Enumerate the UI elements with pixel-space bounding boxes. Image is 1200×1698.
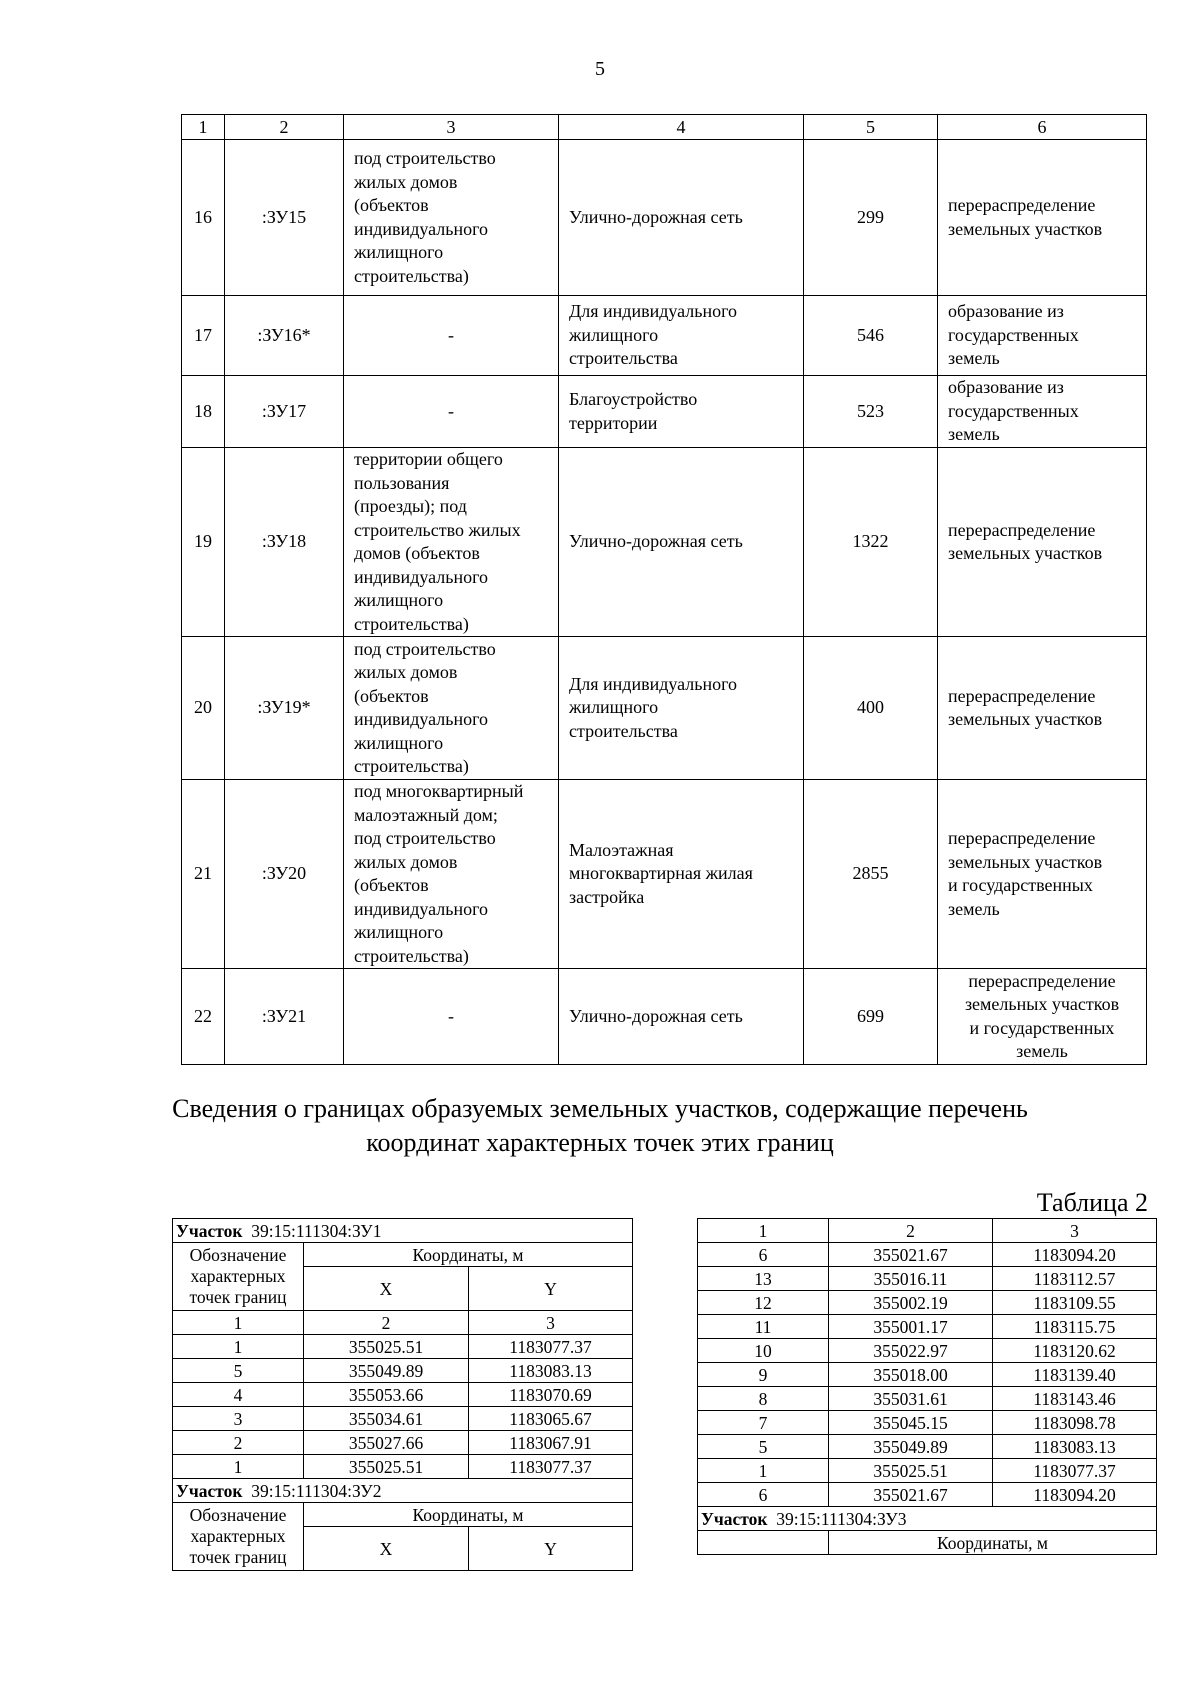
purpose-cell-line: Для индивидуального — [569, 673, 738, 694]
x-value: 355049.89 — [304, 1359, 469, 1383]
formation-method-cell — [938, 140, 1147, 296]
y-value: 1183077.37 — [993, 1459, 1157, 1483]
point-number: 8 — [698, 1387, 829, 1411]
parcel-row — [173, 1479, 633, 1503]
row-number-cell: 20 — [182, 637, 225, 780]
coords-header: Координаты, м — [829, 1531, 1157, 1555]
row-number-cell: 18 — [182, 376, 225, 448]
point-number: 1 — [698, 1459, 829, 1483]
permitted-use-cell-line: жилых домов — [354, 662, 458, 682]
x-value: 355045.15 — [829, 1411, 993, 1435]
permitted-use-cell-line: жилых домов — [354, 851, 458, 872]
formation-method-cell-line: перераспределение — [948, 519, 1096, 540]
purpose-cell — [559, 448, 804, 637]
permitted-use-cell-line: строительства) — [354, 613, 469, 634]
coordinate-row — [698, 1435, 1157, 1459]
permitted-use-cell — [344, 296, 559, 376]
col-number-row — [698, 1219, 1157, 1243]
permitted-use-cell-line: - — [448, 324, 454, 345]
point-header-cell — [173, 1503, 304, 1571]
formation-method-cell-line: земельных участков — [964, 994, 1120, 1014]
table-caption: Таблица 2 — [1036, 1188, 1148, 1217]
formation-method-cell-line: земель — [1016, 1041, 1068, 1061]
point-header-cell — [173, 1243, 304, 1311]
formation-method-cell — [938, 637, 1147, 780]
point-header-line: точек границ — [189, 1287, 287, 1307]
permitted-use-cell-line: (объектов — [354, 195, 429, 215]
parcel-row — [698, 1507, 1157, 1531]
permitted-use-cell — [344, 140, 559, 296]
purpose-cell-line: Благоустройство — [569, 389, 698, 409]
permitted-use-cell-line: малоэтажный дом; — [354, 804, 498, 825]
table-row — [182, 637, 1147, 780]
parcel-code-cell: :ЗУ19* — [225, 637, 344, 780]
coordinate-row — [173, 1335, 633, 1359]
formation-method-cell-line: и государственных — [948, 875, 1093, 895]
permitted-use-cell-line: жилищного — [354, 732, 444, 753]
page-number: 5 — [595, 58, 605, 80]
y-value: 1183065.67 — [469, 1407, 633, 1431]
parcel-code-cell: :ЗУ21 — [225, 969, 344, 1065]
formation-method-cell-line: земель — [948, 348, 1000, 369]
point-header-line: Обозначение — [189, 1245, 287, 1265]
x-value: 355022.97 — [829, 1339, 993, 1363]
table-row — [182, 140, 1147, 296]
coordinate-row — [173, 1359, 633, 1383]
column-number: 2 — [225, 115, 344, 140]
permitted-use-cell-line: жилищного — [354, 590, 444, 610]
parcel-id: 39:15:111304:ЗУ3 — [776, 1508, 907, 1529]
column-number: 3 — [344, 115, 559, 140]
y-header: Y — [469, 1527, 633, 1571]
permitted-use-cell-line: (объектов — [354, 685, 429, 706]
formation-method-cell-line: земель — [948, 424, 1000, 445]
purpose-cell-line: территории — [569, 412, 658, 433]
point-number: 7 — [698, 1411, 829, 1435]
parcel-row — [173, 1219, 633, 1243]
coordinates-table-right — [697, 1218, 1157, 1555]
parcel-id: 39:15:111304:ЗУ2 — [251, 1480, 382, 1501]
column-number: 6 — [938, 115, 1147, 140]
parcel-cell — [173, 1219, 633, 1243]
area-cell: 1322 — [804, 448, 938, 637]
formation-method-cell — [938, 780, 1147, 969]
y-value: 1183067.91 — [469, 1431, 633, 1455]
coordinate-row — [698, 1243, 1157, 1267]
permitted-use-cell-line: жилых домов — [354, 171, 458, 192]
x-value: 355025.51 — [304, 1335, 469, 1359]
permitted-use-cell-line: (объектов — [354, 875, 429, 895]
formation-method-cell-line: и государственных — [969, 1017, 1115, 1038]
formation-method-cell — [938, 376, 1147, 448]
coords-header-row — [698, 1531, 1157, 1555]
y-value: 1183109.55 — [993, 1291, 1157, 1315]
formation-method-cell — [938, 448, 1147, 637]
section-title-line: координат характерных точек этих границ — [366, 1128, 834, 1157]
purpose-cell-line: жилищного — [569, 697, 659, 718]
parcels-table — [181, 114, 1147, 1065]
point-number: 1 — [173, 1455, 304, 1479]
parcel-cell — [698, 1507, 1157, 1531]
permitted-use-cell-line: строительства) — [354, 945, 469, 966]
purpose-cell — [559, 140, 804, 296]
row-number-cell: 21 — [182, 780, 225, 969]
table-row — [182, 376, 1147, 448]
formation-method-cell — [938, 969, 1147, 1065]
permitted-use-cell-line: под строительство — [354, 638, 496, 659]
section-title-line: Сведения о границах образуемых земельных участков, содержащие перечень — [172, 1094, 1028, 1123]
permitted-use-cell — [344, 780, 559, 969]
y-value: 1183083.13 — [469, 1359, 633, 1383]
coords-header-row — [173, 1243, 633, 1267]
formation-method-cell-line: образование из — [948, 377, 1064, 398]
x-value: 355025.51 — [304, 1455, 469, 1479]
y-value: 1183120.62 — [993, 1339, 1157, 1363]
point-header-cell — [698, 1531, 829, 1555]
x-value: 355021.67 — [829, 1483, 993, 1507]
permitted-use-cell-line: территории общего — [354, 449, 503, 469]
purpose-cell — [559, 637, 804, 780]
purpose-cell-line: Улично-дорожная сеть — [569, 206, 743, 227]
purpose-cell-line: Улично-дорожная сеть — [569, 1005, 743, 1026]
coordinate-row — [698, 1483, 1157, 1507]
permitted-use-cell-line: под строительство — [354, 828, 496, 848]
x-value: 355021.67 — [829, 1243, 993, 1267]
table-row — [182, 969, 1147, 1065]
parcel-code-cell: :ЗУ18 — [225, 448, 344, 637]
x-header: X — [304, 1527, 469, 1571]
coordinate-row — [698, 1291, 1157, 1315]
row-number-cell: 17 — [182, 296, 225, 376]
column-number: 1 — [698, 1219, 829, 1243]
column-number: 4 — [559, 115, 804, 140]
formation-method-cell-line: земельных участков — [948, 709, 1103, 729]
coordinate-row — [698, 1411, 1157, 1435]
formation-method-cell-line: перераспределение — [968, 970, 1116, 991]
coordinate-row — [698, 1339, 1157, 1363]
table-row — [182, 780, 1147, 969]
section-title — [150, 1092, 1050, 1160]
point-header-line: характерных — [190, 1266, 286, 1286]
column-number: 3 — [469, 1311, 633, 1335]
column-number: 1 — [182, 115, 225, 140]
x-value: 355002.19 — [829, 1291, 993, 1315]
column-number: 5 — [804, 115, 938, 140]
area-cell: 523 — [804, 376, 938, 448]
coordinate-row — [173, 1383, 633, 1407]
formation-method-cell-line: государственных — [948, 324, 1079, 345]
permitted-use-cell-line: под многоквартирный — [354, 781, 524, 801]
purpose-cell — [559, 376, 804, 448]
table-row — [182, 296, 1147, 376]
coords-header: Координаты, м — [304, 1243, 633, 1267]
purpose-cell — [559, 969, 804, 1065]
coordinate-row — [698, 1267, 1157, 1291]
column-number: 3 — [993, 1219, 1157, 1243]
parcel-label: Участок — [176, 1220, 243, 1241]
coords-header: Координаты, м — [304, 1503, 633, 1527]
area-cell: 400 — [804, 637, 938, 780]
formation-method-cell-line: земель — [948, 898, 1000, 919]
parcel-code-cell: :ЗУ15 — [225, 140, 344, 296]
parcel-code-cell: :ЗУ16* — [225, 296, 344, 376]
permitted-use-cell-line: пользования — [354, 472, 450, 493]
permitted-use-cell-line: строительство жилых — [354, 519, 521, 540]
purpose-cell-line: Улично-дорожная сеть — [569, 531, 743, 552]
point-number: 5 — [173, 1359, 304, 1383]
x-value: 355027.66 — [304, 1431, 469, 1455]
permitted-use-cell-line: - — [448, 400, 454, 421]
y-value: 1183143.46 — [993, 1387, 1157, 1411]
permitted-use-cell — [344, 448, 559, 637]
point-number: 13 — [698, 1267, 829, 1291]
permitted-use-cell-line: жилищного — [354, 242, 444, 262]
permitted-use-cell-line: (проезды); под — [354, 496, 467, 516]
y-value: 1183083.13 — [993, 1435, 1157, 1459]
point-number: 6 — [698, 1483, 829, 1507]
y-value: 1183098.78 — [993, 1411, 1157, 1435]
coordinate-row — [173, 1455, 633, 1479]
formation-method-cell-line: земельных участков — [948, 851, 1103, 872]
row-number-cell: 22 — [182, 969, 225, 1065]
point-header-line: точек границ — [189, 1547, 287, 1567]
y-value: 1183077.37 — [469, 1455, 633, 1479]
coordinate-row — [173, 1407, 633, 1431]
coords-header-row — [173, 1503, 633, 1527]
x-value: 355016.11 — [829, 1267, 993, 1291]
purpose-cell-line: строительства — [569, 720, 678, 741]
point-header-line: характерных — [190, 1526, 286, 1546]
y-value: 1183094.20 — [993, 1243, 1157, 1267]
column-number: 2 — [304, 1311, 469, 1335]
area-cell: 2855 — [804, 780, 938, 969]
point-number: 2 — [173, 1431, 304, 1455]
formation-method-cell-line: перераспределение — [948, 685, 1096, 706]
row-number-cell: 16 — [182, 140, 225, 296]
purpose-cell-line: Малоэтажная — [569, 839, 674, 860]
coordinate-row — [698, 1363, 1157, 1387]
permitted-use-cell-line: индивидуального — [354, 566, 489, 587]
x-value: 355031.61 — [829, 1387, 993, 1411]
parcel-label: Участок — [701, 1508, 768, 1529]
y-value: 1183112.57 — [993, 1267, 1157, 1291]
x-value: 355025.51 — [829, 1459, 993, 1483]
x-value: 355018.00 — [829, 1363, 993, 1387]
point-number: 6 — [698, 1243, 829, 1267]
permitted-use-cell — [344, 637, 559, 780]
x-value: 355034.61 — [304, 1407, 469, 1431]
coordinate-row — [698, 1459, 1157, 1483]
purpose-cell-line: Для индивидуального — [569, 301, 738, 322]
purpose-cell-line: многоквартирная жилая — [569, 863, 753, 884]
y-value: 1183070.69 — [469, 1383, 633, 1407]
permitted-use-cell-line: индивидуального — [354, 898, 489, 919]
formation-method-cell-line: государственных — [948, 400, 1079, 421]
row-number-cell: 19 — [182, 448, 225, 637]
point-number: 12 — [698, 1291, 829, 1315]
col-number-row — [173, 1311, 633, 1335]
y-value: 1183077.37 — [469, 1335, 633, 1359]
x-value: 355053.66 — [304, 1383, 469, 1407]
purpose-cell-line: застройка — [569, 886, 645, 907]
coordinates-table-left — [172, 1218, 633, 1571]
formation-method-cell — [938, 296, 1147, 376]
formation-method-cell-line: перераспределение — [948, 195, 1096, 215]
x-value: 355049.89 — [829, 1435, 993, 1459]
formation-method-cell-line: образование из — [948, 301, 1064, 322]
point-number: 9 — [698, 1363, 829, 1387]
coordinate-row — [698, 1387, 1157, 1411]
parcel-cell — [173, 1479, 633, 1503]
point-number: 10 — [698, 1339, 829, 1363]
coordinate-row — [173, 1431, 633, 1455]
parcel-code-cell: :ЗУ17 — [225, 376, 344, 448]
area-cell: 699 — [804, 969, 938, 1065]
formation-method-cell-line: перераспределение — [948, 828, 1096, 848]
area-cell: 299 — [804, 140, 938, 296]
column-number: 2 — [829, 1219, 993, 1243]
purpose-cell-line: жилищного — [569, 324, 659, 345]
coordinate-row — [698, 1315, 1157, 1339]
y-value: 1183094.20 — [993, 1483, 1157, 1507]
permitted-use-cell — [344, 376, 559, 448]
permitted-use-cell — [344, 969, 559, 1065]
parcel-code-cell: :ЗУ20 — [225, 780, 344, 969]
point-header-line: Обозначение — [189, 1505, 287, 1525]
permitted-use-cell-line: строительства) — [354, 265, 469, 286]
purpose-cell — [559, 296, 804, 376]
point-number: 5 — [698, 1435, 829, 1459]
permitted-use-cell-line: индивидуального — [354, 709, 489, 729]
point-number: 3 — [173, 1407, 304, 1431]
table-row — [182, 448, 1147, 637]
x-header: X — [304, 1267, 469, 1311]
y-value: 1183115.75 — [993, 1315, 1157, 1339]
permitted-use-cell-line: домов (объектов — [354, 543, 480, 563]
table-header-row — [182, 115, 1147, 140]
parcel-label: Участок — [176, 1480, 243, 1501]
parcel-id: 39:15:111304:ЗУ1 — [251, 1220, 382, 1241]
column-number: 1 — [173, 1311, 304, 1335]
permitted-use-cell-line: - — [448, 1005, 454, 1026]
permitted-use-cell-line: жилищного — [354, 922, 444, 942]
purpose-cell-line: строительства — [569, 348, 678, 369]
point-number: 11 — [698, 1315, 829, 1339]
formation-method-cell-line: земельных участков — [948, 543, 1103, 563]
point-number: 1 — [173, 1335, 304, 1359]
y-value: 1183139.40 — [993, 1363, 1157, 1387]
y-header: Y — [469, 1267, 633, 1311]
purpose-cell — [559, 780, 804, 969]
permitted-use-cell-line: индивидуального — [354, 218, 489, 239]
permitted-use-cell-line: под строительство — [354, 148, 496, 168]
area-cell: 546 — [804, 296, 938, 376]
x-value: 355001.17 — [829, 1315, 993, 1339]
permitted-use-cell-line: строительства) — [354, 756, 469, 776]
formation-method-cell-line: земельных участков — [948, 218, 1103, 239]
point-number: 4 — [173, 1383, 304, 1407]
